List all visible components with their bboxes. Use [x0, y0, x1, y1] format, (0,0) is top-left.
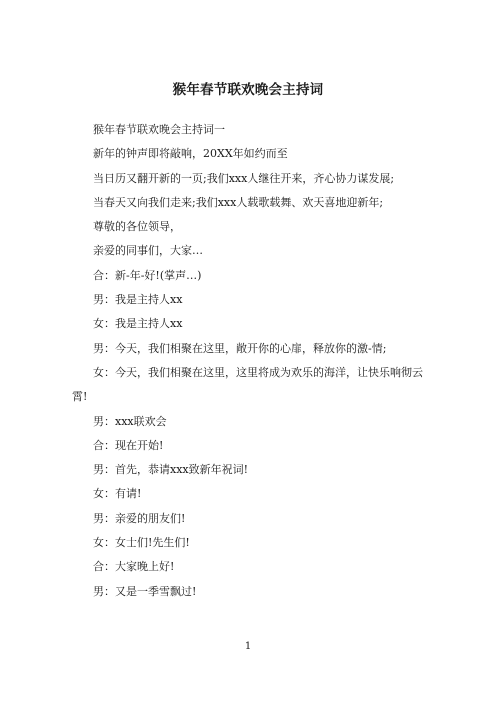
paragraph: 男：我是主持人xx — [93, 293, 183, 307]
paragraph: 合：大家晚上好! — [93, 560, 175, 574]
document-title: 猴年春节联欢晚会主持词 — [172, 82, 324, 98]
paragraph: 男：亲爱的朋友们! — [93, 511, 186, 525]
paragraph: 女：我是主持人xx — [93, 317, 183, 331]
paragraph: 女：今天，我们相聚在这里，这里将成为欢乐的海洋，让快乐响彻云霄! — [72, 365, 423, 404]
paragraph: 男：首先，恭请xxx致新年祝词! — [93, 463, 249, 477]
paragraph: 合：新-年-好!(掌声…) — [93, 268, 202, 282]
paragraph: 合：现在开始! — [93, 438, 164, 452]
paragraph: 男：xxx联欢会 — [93, 414, 167, 428]
page-number: 1 — [244, 641, 252, 652]
paragraph: 猴年春节联欢晚会主持词一 — [93, 123, 225, 136]
document-body — [72, 118, 424, 604]
paragraph: 女：女士们!先生们! — [93, 536, 190, 550]
paragraph: 男：又是一季雪飘过! — [93, 584, 197, 598]
paragraph: 当春天又向我们走来;我们xxx人载歌载舞、欢天喜地迎新年; — [93, 195, 384, 209]
paragraph: 当日历又翻开新的一页;我们xxx人继往开来，齐心协力谋发展; — [93, 171, 395, 185]
paragraph: 亲爱的同事们，大家… — [93, 244, 203, 258]
paragraph: 尊敬的各位领导， — [93, 220, 181, 234]
paragraph: 新年的钟声即将敲响，20XX年如约而至 — [93, 147, 288, 161]
paragraph: 男：今天，我们相聚在这里，敞开你的心扉，释放你的激-情; — [93, 341, 387, 355]
paragraph: 女：有请! — [93, 487, 142, 501]
